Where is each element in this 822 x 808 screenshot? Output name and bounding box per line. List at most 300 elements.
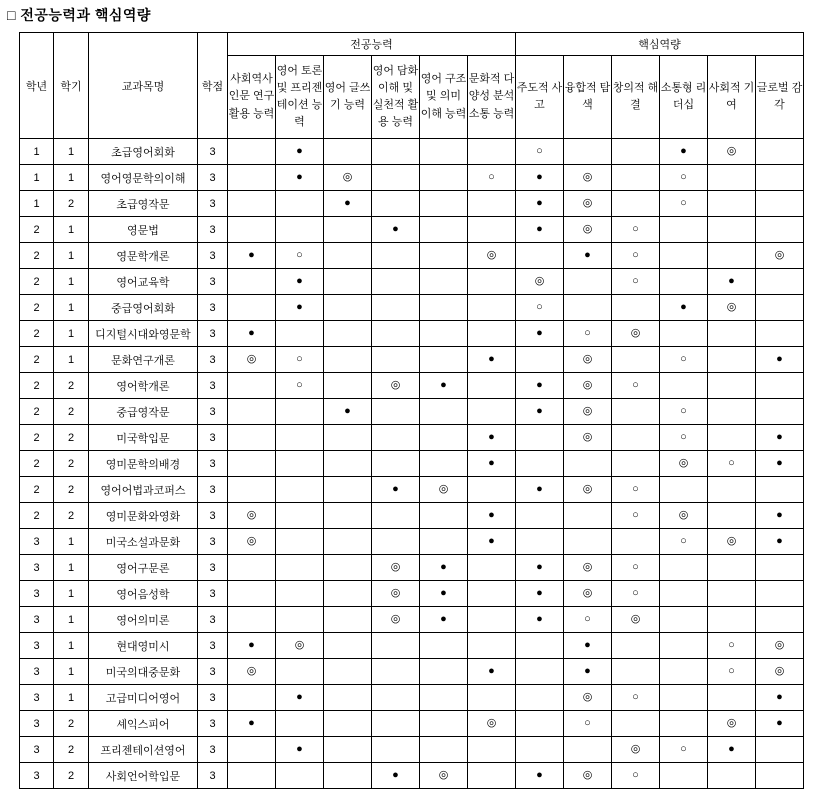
mark-cell: ● <box>228 711 276 737</box>
mark-cell: ● <box>516 373 564 399</box>
mark-cell: ○ <box>612 581 660 607</box>
mark-cell <box>468 139 516 165</box>
mark-cell: ○ <box>612 763 660 789</box>
mark-cell: ◎ <box>612 321 660 347</box>
mark-cell <box>324 139 372 165</box>
mark-cell <box>276 581 324 607</box>
mark-cell: ● <box>516 555 564 581</box>
mark-cell <box>324 347 372 373</box>
semester-cell: 1 <box>54 633 89 659</box>
mark-cell <box>276 191 324 217</box>
mark-cell <box>708 685 756 711</box>
semester-cell: 2 <box>54 763 89 789</box>
semester-cell: 1 <box>54 529 89 555</box>
mark-cell <box>756 191 804 217</box>
mark-cell: ◎ <box>372 373 420 399</box>
mark-cell: ◎ <box>660 451 708 477</box>
mark-cell: ○ <box>612 373 660 399</box>
page-title: □ 전공능력과 핵심역량 <box>7 7 151 23</box>
mark-cell: ○ <box>660 425 708 451</box>
mark-cell <box>708 555 756 581</box>
year-cell: 3 <box>20 555 54 581</box>
mark-cell <box>612 295 660 321</box>
col-header-competency: 영어 담화 이해 및 실천적 활용 능력 <box>372 56 420 139</box>
col-header-competency: 문화적 다양성 분석소통 능력 <box>468 56 516 139</box>
mark-cell: ◎ <box>564 581 612 607</box>
mark-cell: ● <box>372 217 420 243</box>
mark-cell <box>516 711 564 737</box>
semester-cell: 1 <box>54 607 89 633</box>
mark-cell <box>756 555 804 581</box>
mark-cell <box>708 321 756 347</box>
mark-cell: ● <box>468 503 516 529</box>
credits-cell: 3 <box>198 373 228 399</box>
mark-cell <box>660 243 708 269</box>
table-row <box>20 581 804 607</box>
mark-cell <box>564 529 612 555</box>
mark-cell: ◎ <box>468 711 516 737</box>
mark-cell: ○ <box>660 529 708 555</box>
mark-cell: ● <box>756 347 804 373</box>
mark-cell: ○ <box>276 347 324 373</box>
mark-cell <box>468 737 516 763</box>
mark-cell: ● <box>516 607 564 633</box>
mark-cell <box>708 217 756 243</box>
mark-cell <box>612 191 660 217</box>
year-cell: 3 <box>20 633 54 659</box>
semester-cell: 1 <box>54 685 89 711</box>
mark-cell <box>276 607 324 633</box>
group-header-1: 핵심역량 <box>516 33 804 56</box>
semester-cell: 1 <box>54 165 89 191</box>
mark-cell: ● <box>756 425 804 451</box>
mark-cell <box>612 659 660 685</box>
mark-cell <box>324 217 372 243</box>
credits-cell: 3 <box>198 477 228 503</box>
mark-cell <box>612 633 660 659</box>
table-row <box>20 399 804 425</box>
semester-cell: 2 <box>54 737 89 763</box>
mark-cell <box>468 295 516 321</box>
mark-cell: ◎ <box>564 347 612 373</box>
year-cell: 1 <box>20 165 54 191</box>
mark-cell <box>612 139 660 165</box>
semester-cell: 2 <box>54 451 89 477</box>
mark-cell: ● <box>420 555 468 581</box>
year-cell: 1 <box>20 191 54 217</box>
mark-cell <box>324 243 372 269</box>
mark-cell: ◎ <box>564 685 612 711</box>
mark-cell <box>420 191 468 217</box>
semester-cell: 2 <box>54 503 89 529</box>
mark-cell: ● <box>708 737 756 763</box>
credits-cell: 3 <box>198 763 228 789</box>
mark-cell: ● <box>276 295 324 321</box>
mark-cell: ● <box>516 321 564 347</box>
table-row <box>20 503 804 529</box>
mark-cell: ○ <box>468 165 516 191</box>
credits-cell: 3 <box>198 451 228 477</box>
mark-cell: ○ <box>708 451 756 477</box>
credits-cell: 3 <box>198 659 228 685</box>
year-cell: 2 <box>20 321 54 347</box>
mark-cell <box>372 139 420 165</box>
mark-cell: ● <box>228 243 276 269</box>
course-cell: 디지털시대와영문학 <box>89 321 198 347</box>
mark-cell <box>372 191 420 217</box>
mark-cell <box>756 477 804 503</box>
table-row <box>20 139 804 165</box>
mark-cell <box>420 269 468 295</box>
mark-cell: ● <box>276 685 324 711</box>
mark-cell <box>612 347 660 373</box>
mark-cell <box>612 711 660 737</box>
mark-cell: ● <box>708 269 756 295</box>
mark-cell <box>228 373 276 399</box>
mark-cell <box>564 139 612 165</box>
mark-cell <box>276 321 324 347</box>
mark-cell <box>372 633 420 659</box>
mark-cell <box>612 451 660 477</box>
col-header-base-0: 학년 <box>20 33 54 139</box>
table-row <box>20 321 804 347</box>
mark-cell <box>468 633 516 659</box>
mark-cell <box>228 477 276 503</box>
course-cell: 영문법 <box>89 217 198 243</box>
mark-cell <box>324 659 372 685</box>
mark-cell <box>660 659 708 685</box>
year-cell: 2 <box>20 243 54 269</box>
mark-cell: ○ <box>516 139 564 165</box>
year-cell: 2 <box>20 373 54 399</box>
mark-cell: ● <box>564 633 612 659</box>
mark-cell <box>756 607 804 633</box>
mark-cell <box>516 685 564 711</box>
table-row <box>20 529 804 555</box>
mark-cell <box>324 451 372 477</box>
table-row <box>20 373 804 399</box>
mark-cell <box>228 737 276 763</box>
mark-cell: ◎ <box>564 373 612 399</box>
col-header-competency: 창의적 해결 <box>612 56 660 139</box>
mark-cell: ◎ <box>564 217 612 243</box>
mark-cell <box>324 477 372 503</box>
mark-cell <box>660 711 708 737</box>
semester-cell: 2 <box>54 711 89 737</box>
credits-cell: 3 <box>198 529 228 555</box>
mark-cell <box>228 451 276 477</box>
mark-cell <box>468 373 516 399</box>
mark-cell <box>324 711 372 737</box>
course-cell: 고급미디어영어 <box>89 685 198 711</box>
course-cell: 초급영작문 <box>89 191 198 217</box>
mark-cell <box>756 321 804 347</box>
mark-cell: ● <box>564 243 612 269</box>
mark-cell <box>612 165 660 191</box>
table-row <box>20 633 804 659</box>
mark-cell: ○ <box>612 555 660 581</box>
semester-cell: 1 <box>54 139 89 165</box>
mark-cell: ○ <box>276 373 324 399</box>
mark-cell <box>228 425 276 451</box>
mark-cell <box>324 581 372 607</box>
mark-cell: ● <box>468 347 516 373</box>
mark-cell: ● <box>228 321 276 347</box>
mark-cell <box>324 295 372 321</box>
table-row <box>20 737 804 763</box>
mark-cell <box>468 555 516 581</box>
mark-cell <box>372 451 420 477</box>
mark-cell: ◎ <box>612 737 660 763</box>
mark-cell: ◎ <box>420 763 468 789</box>
col-header-competency: 영어 토론 및 프리젠테이션 능력 <box>276 56 324 139</box>
mark-cell <box>420 737 468 763</box>
mark-cell <box>228 581 276 607</box>
mark-cell <box>420 529 468 555</box>
table-row <box>20 477 804 503</box>
course-cell: 영어구문론 <box>89 555 198 581</box>
mark-cell <box>708 581 756 607</box>
competency-table <box>19 32 804 789</box>
mark-cell <box>324 685 372 711</box>
group-header-0: 전공능력 <box>228 33 516 56</box>
mark-cell <box>420 321 468 347</box>
mark-cell: ○ <box>660 165 708 191</box>
mark-cell: ● <box>516 581 564 607</box>
table-row <box>20 217 804 243</box>
mark-cell <box>708 503 756 529</box>
mark-cell: ◎ <box>708 711 756 737</box>
mark-cell: ● <box>372 763 420 789</box>
mark-cell: ○ <box>516 295 564 321</box>
mark-cell: ◎ <box>228 529 276 555</box>
year-cell: 2 <box>20 425 54 451</box>
credits-cell: 3 <box>198 295 228 321</box>
mark-cell: ● <box>516 217 564 243</box>
mark-cell <box>324 633 372 659</box>
mark-cell <box>468 217 516 243</box>
mark-cell: ● <box>516 763 564 789</box>
mark-cell: ● <box>468 425 516 451</box>
mark-cell <box>324 269 372 295</box>
table-row <box>20 763 804 789</box>
credits-cell: 3 <box>198 243 228 269</box>
mark-cell <box>708 477 756 503</box>
mark-cell: ◎ <box>564 763 612 789</box>
mark-cell: ● <box>756 503 804 529</box>
mark-cell: ○ <box>612 269 660 295</box>
mark-cell <box>468 607 516 633</box>
col-header-competency: 영어 글쓰기 능력 <box>324 56 372 139</box>
mark-cell: ○ <box>660 191 708 217</box>
course-cell: 중급영작문 <box>89 399 198 425</box>
mark-cell: ○ <box>708 659 756 685</box>
mark-cell <box>372 295 420 321</box>
course-cell: 셰익스피어 <box>89 711 198 737</box>
table-row <box>20 269 804 295</box>
credits-cell: 3 <box>198 737 228 763</box>
col-header-competency: 융합적 탐색 <box>564 56 612 139</box>
credits-cell: 3 <box>198 685 228 711</box>
mark-cell <box>324 737 372 763</box>
mark-cell: ● <box>324 191 372 217</box>
semester-cell: 1 <box>54 555 89 581</box>
mark-cell: ◎ <box>420 477 468 503</box>
mark-cell <box>228 191 276 217</box>
mark-cell: ◎ <box>564 555 612 581</box>
mark-cell <box>276 425 324 451</box>
mark-cell <box>708 425 756 451</box>
mark-cell: ◎ <box>564 477 612 503</box>
mark-cell <box>420 295 468 321</box>
mark-cell: ○ <box>564 711 612 737</box>
mark-cell <box>420 165 468 191</box>
mark-cell: ● <box>276 737 324 763</box>
semester-cell: 2 <box>54 477 89 503</box>
credits-cell: 3 <box>198 607 228 633</box>
table-header <box>20 33 804 139</box>
mark-cell <box>372 399 420 425</box>
year-cell: 2 <box>20 503 54 529</box>
mark-cell <box>756 399 804 425</box>
mark-cell <box>708 763 756 789</box>
mark-cell: ● <box>564 659 612 685</box>
mark-cell <box>708 165 756 191</box>
table-row <box>20 191 804 217</box>
credits-cell: 3 <box>198 347 228 373</box>
mark-cell <box>372 425 420 451</box>
mark-cell: ○ <box>612 243 660 269</box>
course-cell: 영문학개론 <box>89 243 198 269</box>
mark-cell <box>276 451 324 477</box>
mark-cell: ◎ <box>372 555 420 581</box>
mark-cell <box>228 165 276 191</box>
mark-cell: ◎ <box>756 659 804 685</box>
mark-cell: ● <box>516 399 564 425</box>
mark-cell: ◎ <box>708 139 756 165</box>
mark-cell: ○ <box>612 477 660 503</box>
year-cell: 2 <box>20 477 54 503</box>
mark-cell: ◎ <box>564 425 612 451</box>
semester-cell: 2 <box>54 373 89 399</box>
mark-cell: ◎ <box>708 529 756 555</box>
mark-cell <box>708 191 756 217</box>
mark-cell <box>756 165 804 191</box>
table-row <box>20 295 804 321</box>
mark-cell <box>468 269 516 295</box>
mark-cell <box>420 217 468 243</box>
mark-cell <box>564 269 612 295</box>
mark-cell <box>276 217 324 243</box>
mark-cell: ◎ <box>228 347 276 373</box>
year-cell: 3 <box>20 763 54 789</box>
mark-cell: ● <box>660 295 708 321</box>
credits-cell: 3 <box>198 191 228 217</box>
mark-cell: ● <box>420 373 468 399</box>
mark-cell <box>324 373 372 399</box>
mark-cell <box>228 295 276 321</box>
mark-cell <box>372 503 420 529</box>
mark-cell <box>228 399 276 425</box>
mark-cell <box>612 425 660 451</box>
course-cell: 영어음성학 <box>89 581 198 607</box>
mark-cell <box>660 581 708 607</box>
mark-cell: ○ <box>708 633 756 659</box>
col-header-competency: 사회역사 인문 연구활용 능력 <box>228 56 276 139</box>
mark-cell <box>468 191 516 217</box>
course-cell: 프리젠테이션영어 <box>89 737 198 763</box>
semester-cell: 1 <box>54 269 89 295</box>
mark-cell <box>324 763 372 789</box>
mark-cell <box>228 685 276 711</box>
credits-cell: 3 <box>198 269 228 295</box>
course-cell: 문화연구개론 <box>89 347 198 373</box>
mark-cell: ○ <box>612 217 660 243</box>
mark-cell <box>660 373 708 399</box>
mark-cell <box>516 633 564 659</box>
year-cell: 2 <box>20 451 54 477</box>
mark-cell <box>324 321 372 347</box>
mark-cell: ● <box>420 581 468 607</box>
mark-cell: ◎ <box>612 607 660 633</box>
mark-cell <box>516 347 564 373</box>
course-cell: 중급영어회화 <box>89 295 198 321</box>
year-cell: 1 <box>20 139 54 165</box>
table-row <box>20 685 804 711</box>
mark-cell <box>564 737 612 763</box>
mark-cell <box>516 451 564 477</box>
mark-cell <box>708 347 756 373</box>
table-row <box>20 659 804 685</box>
mark-cell <box>276 555 324 581</box>
credits-cell: 3 <box>198 503 228 529</box>
mark-cell <box>420 685 468 711</box>
credits-cell: 3 <box>198 165 228 191</box>
table-row <box>20 711 804 737</box>
mark-cell: ◎ <box>516 269 564 295</box>
year-cell: 2 <box>20 269 54 295</box>
course-cell: 영미문학의배경 <box>89 451 198 477</box>
mark-cell <box>228 269 276 295</box>
table-row <box>20 607 804 633</box>
course-cell: 미국의대중문화 <box>89 659 198 685</box>
year-cell: 3 <box>20 711 54 737</box>
mark-cell <box>372 737 420 763</box>
mark-cell <box>324 555 372 581</box>
mark-cell <box>612 529 660 555</box>
mark-cell <box>420 451 468 477</box>
mark-cell <box>228 607 276 633</box>
year-cell: 3 <box>20 581 54 607</box>
col-header-competency: 소통형 리더십 <box>660 56 708 139</box>
course-cell: 영어교육학 <box>89 269 198 295</box>
mark-cell: ○ <box>276 243 324 269</box>
mark-cell <box>468 763 516 789</box>
semester-cell: 1 <box>54 347 89 373</box>
mark-cell: ● <box>420 607 468 633</box>
table-row <box>20 425 804 451</box>
course-cell: 현대영미시 <box>89 633 198 659</box>
mark-cell <box>660 555 708 581</box>
mark-cell <box>660 607 708 633</box>
course-cell: 영어의미론 <box>89 607 198 633</box>
mark-cell: ◎ <box>756 633 804 659</box>
mark-cell <box>276 529 324 555</box>
table-row <box>20 451 804 477</box>
year-cell: 3 <box>20 685 54 711</box>
credits-cell: 3 <box>198 555 228 581</box>
mark-cell <box>516 503 564 529</box>
